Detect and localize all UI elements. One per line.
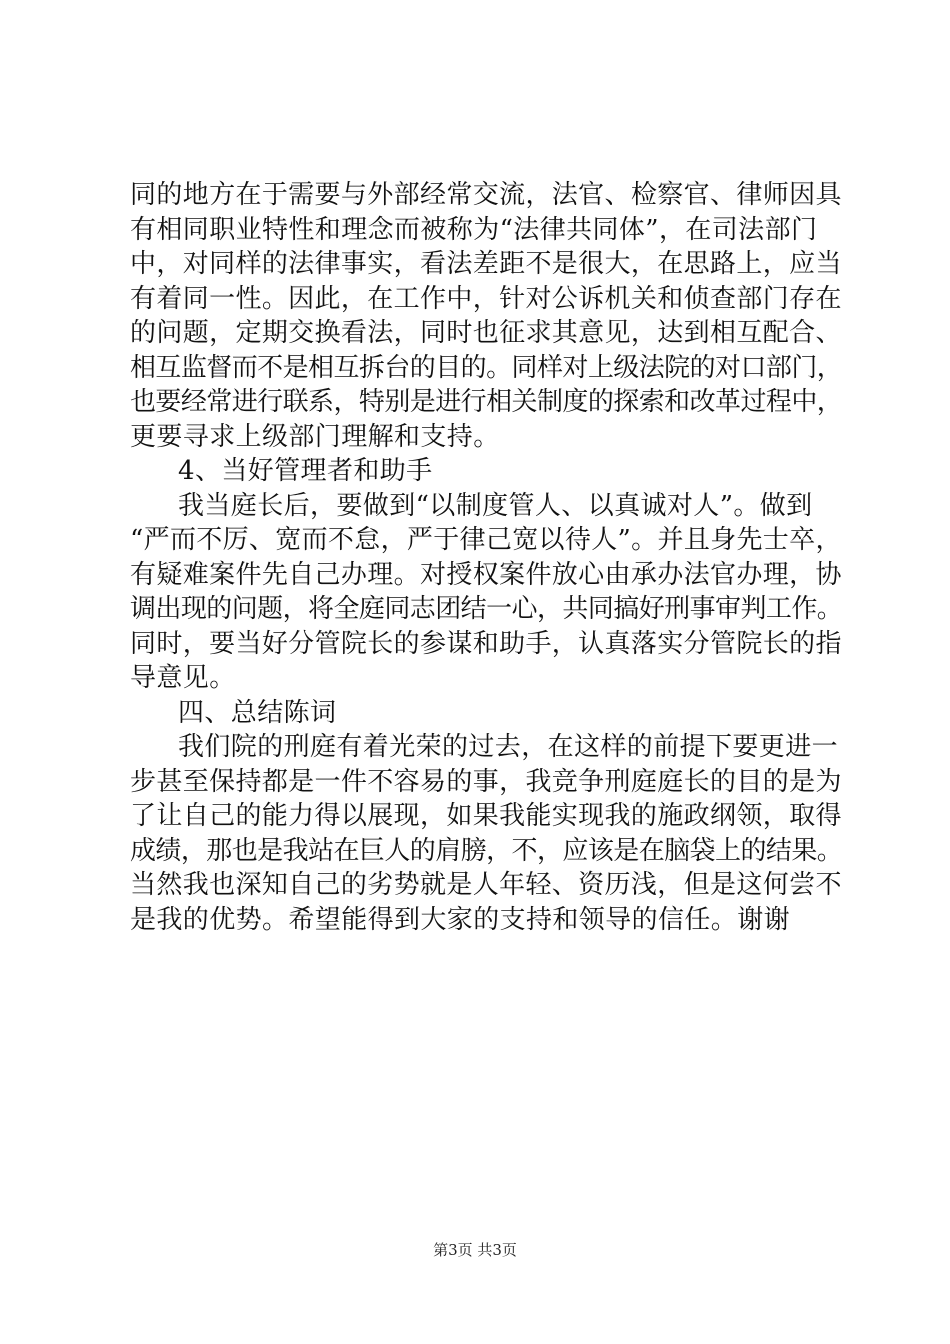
- text-line: 4、当好管理者和助手: [178, 456, 433, 486]
- text-line: 同时，要当好分管院长的参谋和助手，认真落实分管院长的指: [130, 628, 842, 659]
- text-line: 有相同职业特性和理念而被称为“法律共同体”，在司法部门: [130, 214, 818, 245]
- text-line: 中，对同样的法律事实，看法差距不是很大，在思路上，应当: [130, 249, 842, 279]
- text-line: 更要寻求上级部门理解和支持。: [130, 421, 500, 452]
- text-line: 的问题，定期交换看法，同时也征求其意见，达到相互配合、: [130, 318, 842, 348]
- text-line: 有着同一性。因此，在工作中，针对公诉机关和侦查部门存在: [130, 283, 842, 314]
- text-line: 步甚至保持都是一件不容易的事，我竞争刑庭庭长的目的是为: [130, 766, 842, 797]
- page-footer: 第3页 共3页: [433, 1241, 517, 1259]
- text-line: 导意见。: [130, 663, 236, 693]
- text-line: 相互监督而不是相互拆台的目的。同样对上级法院的对口部门，: [130, 352, 843, 383]
- text-line: 我当庭长后，要做到“以制度管人、以真诚对人”。做到: [178, 490, 813, 521]
- text-line: 是我的优势。希望能得到大家的支持和领导的信任。谢谢: [130, 904, 791, 935]
- text-line: 同的地方在于需要与外部经常交流，法官、检察官、律师因具: [130, 180, 842, 210]
- text-line: 我们院的刑庭有着光荣的过去，在这样的前提下要更进一: [178, 732, 839, 762]
- text-line: 当然我也深知自己的劣势就是人年轻、资历浅，但是这何尝不: [130, 870, 842, 900]
- text-line: 成绩，那也是我站在巨人的肩膀，不，应该是在脑袋上的结果。: [130, 835, 843, 866]
- text-line: 了让自己的能力得以展现，如果我能实现我的施政纲领，取得: [130, 801, 842, 831]
- text-line: 也要经常进行联系，特别是进行相关制度的探索和改革过程中，: [130, 387, 843, 417]
- document-body: [130, 178, 842, 937]
- text-line: 四、总结陈词: [178, 697, 337, 728]
- text-line: “严而不厉、宽而不怠，严于律己宽以待人”。并且身先士卒，: [130, 525, 842, 555]
- text-line: 调出现的问题，将全庭同志团结一心，共同搞好刑事审判工作。: [130, 594, 843, 624]
- text-line: 有疑难案件先自己办理。对授权案件放心由承办法官办理，协: [130, 559, 842, 590]
